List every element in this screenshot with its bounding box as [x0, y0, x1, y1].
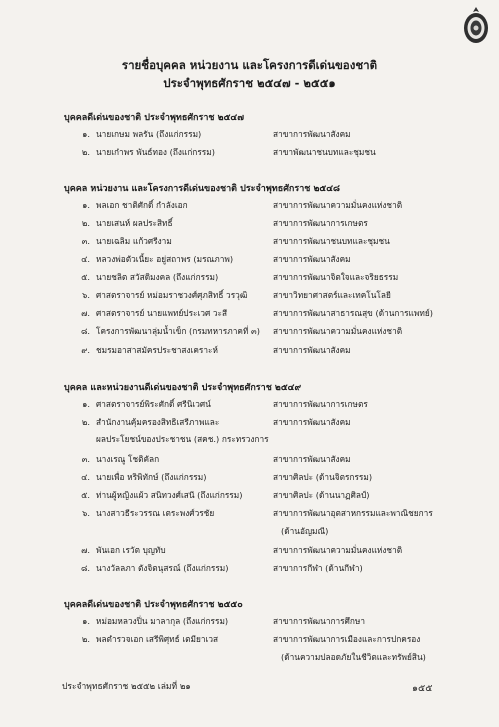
item-field: สาขาการพัฒนาการศึกษา — [273, 616, 366, 626]
item-field: สาขาการพัฒนาสังคม — [273, 345, 351, 355]
item-number: ๕. — [81, 272, 90, 282]
item-name: ศาสตราจารย์ หม่อมราชวงศ์ศุภสิทธิ์ วรวุฒิ — [96, 290, 248, 300]
item-field: สาขาการพัฒนาสาธารณสุข (ด้านการแพทย์) — [273, 308, 433, 318]
item-field: สาขาวิทยาศาสตร์และเทคโนโลยี — [273, 290, 391, 300]
list-item — [0, 198, 499, 212]
item-number: ๘. — [80, 563, 90, 573]
page-number: ๑๕๕ — [412, 683, 433, 694]
item-field-continued: (ด้านอัญมณี) — [281, 526, 329, 536]
item-name: หลวงพ่อตัวเนี้ยะ อยู่สถาพร (มรณภาพ) — [96, 254, 234, 264]
list-item — [0, 561, 499, 575]
list-item — [0, 452, 499, 466]
item-number: ๗. — [81, 545, 90, 555]
item-name: พลเอก ชาติศักดิ์ กำลังเอก — [96, 200, 188, 210]
item-field: สาขาการพัฒนาอุตสาหกรรมและพาณิชยการ — [273, 508, 433, 518]
item-name: ศาสตราจารย์พิระศักดิ์ ศรีนิเวศน์ — [96, 399, 211, 409]
item-name: พลตำรวจเอก เสรีพิศุทธ์ เตมียาเวส — [96, 634, 219, 644]
item-name: นายเฉลิม แก้วศรีงาม — [96, 236, 172, 246]
item-field-continued: (ด้านความปลอดภัยในชีวิตและทรัพย์สิน) — [281, 652, 426, 662]
item-number: ๘. — [80, 326, 90, 336]
item-name: ศาสตราจารย์ นายแพทย์ประเวศ วะสี — [96, 308, 228, 318]
list-item — [0, 397, 499, 411]
list-item — [0, 306, 499, 320]
item-number: ๓. — [81, 454, 90, 464]
item-field: สาขาการพัฒนาการเกษตร — [273, 218, 368, 228]
item-number: ๖. — [82, 508, 90, 518]
list-item — [0, 488, 499, 502]
item-field: สาขาศิลปะ (ด้านจิตรกรรม) — [273, 472, 373, 482]
item-field: สาขาศิลปะ (ด้านนาฏศิลป์) — [273, 490, 370, 500]
list-item — [0, 234, 499, 248]
list-item — [0, 343, 499, 357]
list-item — [0, 270, 499, 284]
item-number: ๖. — [82, 290, 90, 300]
item-name: นายชลิต สวัสดิมงคล (ถึงแก่กรรม) — [96, 272, 219, 282]
item-field: สาขาการพัฒนาการเมืองและการปกครอง — [273, 634, 421, 644]
item-field: สาขาการพัฒนาความมั่นคงแห่งชาติ — [273, 326, 403, 336]
list-item — [0, 145, 499, 159]
list-item — [0, 288, 499, 302]
list-item — [0, 252, 499, 266]
item-number: ๑. — [82, 129, 90, 139]
list-item — [0, 506, 499, 520]
item-name-continued: ผลประโยชน์ของประชาชน (สคช.) กระทรวงการ — [96, 434, 269, 444]
section-heading-2547: บุคคลดีเด่นของชาติ ประจำพุทธศักราช ๒๕๔๗ — [64, 113, 244, 123]
list-item — [0, 470, 499, 484]
item-name: นางวัลลภา ตังจิตนุสรณ์ (ถึงแก่กรรม) — [96, 563, 229, 573]
list-item — [0, 127, 499, 141]
item-field: สาขาการพัฒนาสังคม — [273, 129, 351, 139]
item-number: ๒. — [81, 218, 90, 228]
item-name: โครงการพัฒนาลุ่มน้ำเข็ก (กรมทหารภาคที่ ๓) — [96, 326, 260, 336]
list-item — [0, 324, 499, 338]
item-field: สาขาการพัฒนาการเกษตร — [273, 399, 368, 409]
item-number: ๑. — [82, 200, 90, 210]
item-name: หม่อมหลวงปิ่น มาลากุล (ถึงแก่กรรม) — [96, 616, 229, 626]
section-heading-2549: บุคคล และหน่วยงานดีเด่นของชาติ ประจำพุทธศักราช ๒๕๔๙ — [64, 383, 302, 393]
item-field: สาขาพัฒนาชนบทและชุมชน — [273, 147, 376, 157]
section-heading-2550: บุคคลดีเด่นของชาติ ประจำพุทธศักราช ๒๕๕๐ — [64, 600, 243, 610]
item-field: สาขาการพัฒนาความมั่นคงแห่งชาติ — [273, 545, 403, 555]
item-field: สาขาการพัฒนาสังคม — [273, 417, 351, 427]
item-name: นายเกษม พลรัน (ถึงแก่กรรม) — [96, 129, 202, 139]
item-name: นายเก๋าพร พันธ์ทอง (ถึงแก่กรรม) — [96, 147, 215, 157]
item-number: ๓. — [81, 236, 90, 246]
section-heading-2548: บุคคล หน่วยงาน และโครงการดีเด่นของชาติ ประจำพุทธศักราช ๒๕๔๘ — [64, 184, 340, 194]
item-number: ๑. — [82, 616, 90, 626]
item-number: ๒. — [81, 147, 90, 157]
item-number: ๗. — [81, 308, 90, 318]
list-item — [0, 614, 499, 628]
item-number: ๕. — [81, 490, 90, 500]
item-name: นายเพื่อ หริพิทักษ์ (ถึงแก่กรรม) — [96, 472, 207, 482]
document-title: รายชื่อบุคคล หน่วยงาน และโครงการดีเด่นของชาติ — [121, 58, 378, 72]
list-item — [0, 632, 499, 646]
list-item — [0, 415, 499, 429]
item-field: สาขาการพัฒนาจิตใจและจริยธรรม — [273, 272, 399, 282]
item-field: สาขาการพัฒนาความมั่นคงแห่งชาติ — [273, 200, 403, 210]
item-field: สาขาการพัฒนาชนบทและชุมชน — [273, 236, 390, 246]
emblem-icon — [460, 6, 492, 46]
item-name: นางเรณู โชติคัลก — [96, 454, 160, 464]
item-number: ๑. — [82, 399, 90, 409]
item-number: ๒. — [81, 634, 90, 644]
footer-publication: ประจำพุทธศักราช ๒๕๕๒ เล่มที่ ๒๑ — [62, 682, 191, 692]
item-field: สาขาการกีฬา (ด้านกีฬา) — [273, 563, 363, 573]
item-name: พันเอก เรวัต บุญทับ — [96, 545, 166, 555]
item-field: สาขาการพัฒนาสังคม — [273, 454, 351, 464]
item-number: ๔. — [81, 254, 90, 264]
item-name: นายเสนห์ ผลประสิทธิ์ — [96, 218, 173, 228]
item-number: ๒. — [81, 417, 90, 427]
item-number: ๔. — [81, 472, 90, 482]
item-name: ชมรมอาสาสมัครประชาสงเคราะห์ — [96, 345, 218, 355]
document-subtitle: ประจำพุทธศักราช ๒๕๔๗ - ๒๕๕๑ — [163, 76, 336, 90]
item-name: ท่านผู้หญิงแผ้ว สนิทวงศ์เสนี (ถึงแก่กรรม) — [96, 490, 243, 500]
item-number: ๙. — [81, 345, 90, 355]
list-item — [0, 216, 499, 230]
item-name: สำนักงานคุ้มครองสิทธิเสรีภาพและ — [96, 417, 220, 427]
item-name: นางสาวธีระวรรณ เตระพงศ์วรชัย — [96, 508, 215, 518]
item-field: สาขาการพัฒนาสังคม — [273, 254, 351, 264]
list-item — [0, 543, 499, 557]
